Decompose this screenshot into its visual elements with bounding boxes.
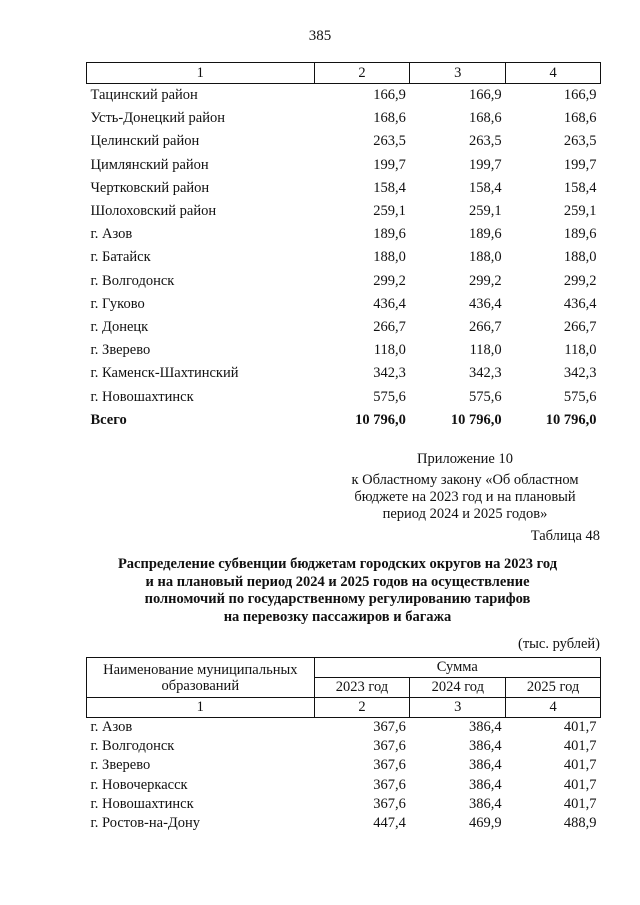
municipality-name: г. Азов — [90, 719, 133, 736]
table-row — [87, 339, 601, 362]
total-value: 10 796,0 — [450, 411, 502, 428]
value-cell: 447,4 — [373, 815, 406, 832]
table-row — [87, 814, 601, 833]
municipality-name: Шолоховский район — [90, 203, 217, 220]
value-cell: 263,5 — [373, 133, 406, 150]
column-number: 4 — [506, 63, 601, 84]
value-cell: 386,4 — [469, 757, 502, 774]
heading-line: на перевозку пассажиров и багажа — [223, 608, 452, 625]
page-number: 385 — [308, 28, 332, 44]
value-cell: 166,9 — [373, 87, 406, 104]
table-row — [87, 776, 601, 795]
municipality-name: Чертковский район — [90, 179, 210, 196]
value-cell: 266,7 — [563, 318, 597, 335]
appendix-line: к Областному закону «Об областном — [351, 472, 579, 488]
table-row — [87, 293, 601, 316]
municipality-name: г. Гуково — [90, 295, 145, 312]
table-row — [87, 246, 601, 269]
municipality-name: г. Волгодонск — [90, 272, 175, 289]
units-label: (тыс. рублей) — [518, 636, 600, 652]
table-row — [87, 177, 601, 200]
municipality-name: г. Донецк — [90, 318, 149, 335]
year-header: 2024 год — [410, 678, 506, 698]
table-row — [87, 316, 601, 339]
table-row — [87, 756, 601, 775]
value-cell: 189,6 — [563, 226, 597, 243]
value-cell: 199,7 — [373, 156, 406, 173]
value-cell: 367,6 — [373, 776, 406, 793]
heading-line: Распределение субвенции бюджетам городских округов на 2023 год — [117, 556, 558, 572]
value-cell: 401,7 — [563, 719, 597, 736]
value-cell: 118,0 — [373, 342, 406, 359]
value-cell: 401,7 — [563, 757, 597, 774]
municipality-name: г. Новошахтинск — [90, 388, 194, 405]
value-cell: 166,9 — [563, 87, 597, 104]
name-column-header: Наименование муниципальных образований — [87, 658, 315, 698]
value-cell: 158,4 — [373, 179, 406, 196]
value-cell: 168,6 — [469, 110, 502, 127]
table-row — [87, 362, 601, 385]
table-row — [87, 385, 601, 408]
table-row — [87, 795, 601, 814]
value-cell: 199,7 — [563, 156, 597, 173]
value-cell: 188,0 — [469, 249, 502, 266]
appendix-line: бюджете на 2023 год и на плановый — [354, 489, 576, 505]
table-row — [87, 84, 601, 108]
value-cell: 386,4 — [469, 776, 502, 793]
value-cell: 166,9 — [469, 87, 502, 104]
bottom-table-number-row — [87, 698, 601, 718]
top-table-body — [87, 84, 601, 432]
value-cell: 266,7 — [469, 318, 502, 335]
value-cell: 299,2 — [469, 272, 502, 289]
heading-line: полномочий по государственному регулированию тарифов — [144, 591, 531, 607]
municipality-name: Целинский район — [90, 133, 200, 150]
table-row — [87, 718, 601, 738]
value-cell: 259,1 — [373, 203, 406, 220]
year-header: 2023 год — [314, 678, 410, 698]
value-cell: 266,7 — [373, 318, 406, 335]
table-row — [87, 154, 601, 177]
value-cell: 158,4 — [469, 179, 502, 196]
municipality-name: Усть-Донецкий район — [90, 110, 225, 127]
value-cell: 259,1 — [563, 203, 597, 220]
appendix-title: Приложение 10 — [417, 451, 513, 467]
value-cell: 189,6 — [373, 226, 406, 243]
value-cell: 168,6 — [563, 110, 597, 127]
value-cell: 118,0 — [469, 342, 502, 359]
table-row — [87, 270, 601, 293]
municipality-name: г. Новочеркасск — [90, 776, 188, 793]
value-cell: 367,6 — [373, 795, 406, 812]
value-cell: 188,0 — [563, 249, 597, 266]
value-cell: 575,6 — [469, 388, 502, 405]
value-cell: 299,2 — [373, 272, 406, 289]
value-cell: 118,0 — [564, 342, 597, 359]
value-cell: 263,5 — [563, 133, 597, 150]
value-cell: 436,4 — [563, 295, 597, 312]
bottom-table-body — [87, 718, 601, 834]
column-number: 2 — [314, 698, 410, 718]
value-cell: 575,6 — [373, 388, 406, 405]
bottom-table-header-row — [87, 658, 601, 678]
table-label: Таблица 48 — [530, 528, 600, 544]
bottom-table — [86, 657, 601, 833]
municipality-name: Тацинский район — [90, 87, 198, 104]
total-value: 10 796,0 — [545, 411, 597, 428]
top-table-header-row — [87, 63, 601, 84]
total-value: 10 796,0 — [355, 411, 406, 428]
table-row — [87, 737, 601, 756]
value-cell: 386,4 — [469, 719, 502, 736]
value-cell: 168,6 — [373, 110, 406, 127]
column-number: 1 — [87, 698, 315, 718]
column-number: 4 — [506, 698, 601, 718]
municipality-name: г. Азов — [90, 226, 133, 243]
value-cell: 259,1 — [469, 203, 502, 220]
value-cell: 436,4 — [469, 295, 502, 312]
column-number: 3 — [410, 63, 506, 84]
value-cell: 158,4 — [563, 179, 597, 196]
column-number: 1 — [87, 63, 315, 84]
value-cell: 469,9 — [469, 815, 502, 832]
value-cell: 401,7 — [563, 776, 597, 793]
sum-column-header: Сумма — [314, 658, 600, 678]
municipality-name: г. Ростов-на-Дону — [90, 815, 201, 832]
value-cell: 342,3 — [563, 365, 597, 382]
column-number: 3 — [410, 698, 506, 718]
municipality-name: г. Зверево — [90, 757, 151, 774]
year-header: 2025 год — [506, 678, 601, 698]
value-cell: 199,7 — [469, 156, 502, 173]
value-cell: 367,6 — [373, 757, 406, 774]
value-cell: 188,0 — [373, 249, 406, 266]
value-cell: 401,7 — [563, 795, 597, 812]
table-row — [87, 107, 601, 130]
value-cell: 367,6 — [373, 738, 406, 755]
table-heading — [70, 556, 605, 626]
municipality-name: г. Волгодонск — [90, 738, 175, 755]
value-cell: 488,9 — [563, 815, 597, 832]
value-cell: 367,6 — [373, 719, 406, 736]
total-label: Всего — [90, 411, 127, 428]
value-cell: 386,4 — [469, 738, 502, 755]
value-cell: 263,5 — [469, 133, 502, 150]
heading-line: и на плановый период 2024 и 2025 годов на осуществление — [145, 573, 530, 590]
value-cell: 189,6 — [469, 226, 502, 243]
value-cell: 401,7 — [563, 738, 597, 755]
municipality-name: г. Новошахтинск — [90, 795, 194, 812]
table-row — [87, 200, 601, 223]
appendix-reference — [330, 451, 600, 523]
column-number: 2 — [314, 63, 410, 84]
appendix-line: период 2024 и 2025 годов» — [382, 506, 548, 522]
table-row — [87, 130, 601, 153]
municipality-name: г. Зверево — [90, 342, 151, 359]
municipality-name: г. Батайск — [90, 249, 151, 266]
table-row — [87, 223, 601, 246]
total-row — [87, 409, 601, 432]
value-cell: 342,3 — [373, 365, 406, 382]
value-cell: 575,6 — [563, 388, 597, 405]
municipality-name: Цимлянский район — [90, 156, 209, 173]
municipality-name: г. Каменск-Шахтинский — [90, 365, 239, 382]
top-table — [86, 62, 601, 432]
value-cell: 299,2 — [563, 272, 597, 289]
value-cell: 386,4 — [469, 795, 502, 812]
value-cell: 342,3 — [469, 365, 502, 382]
value-cell: 436,4 — [373, 295, 406, 312]
